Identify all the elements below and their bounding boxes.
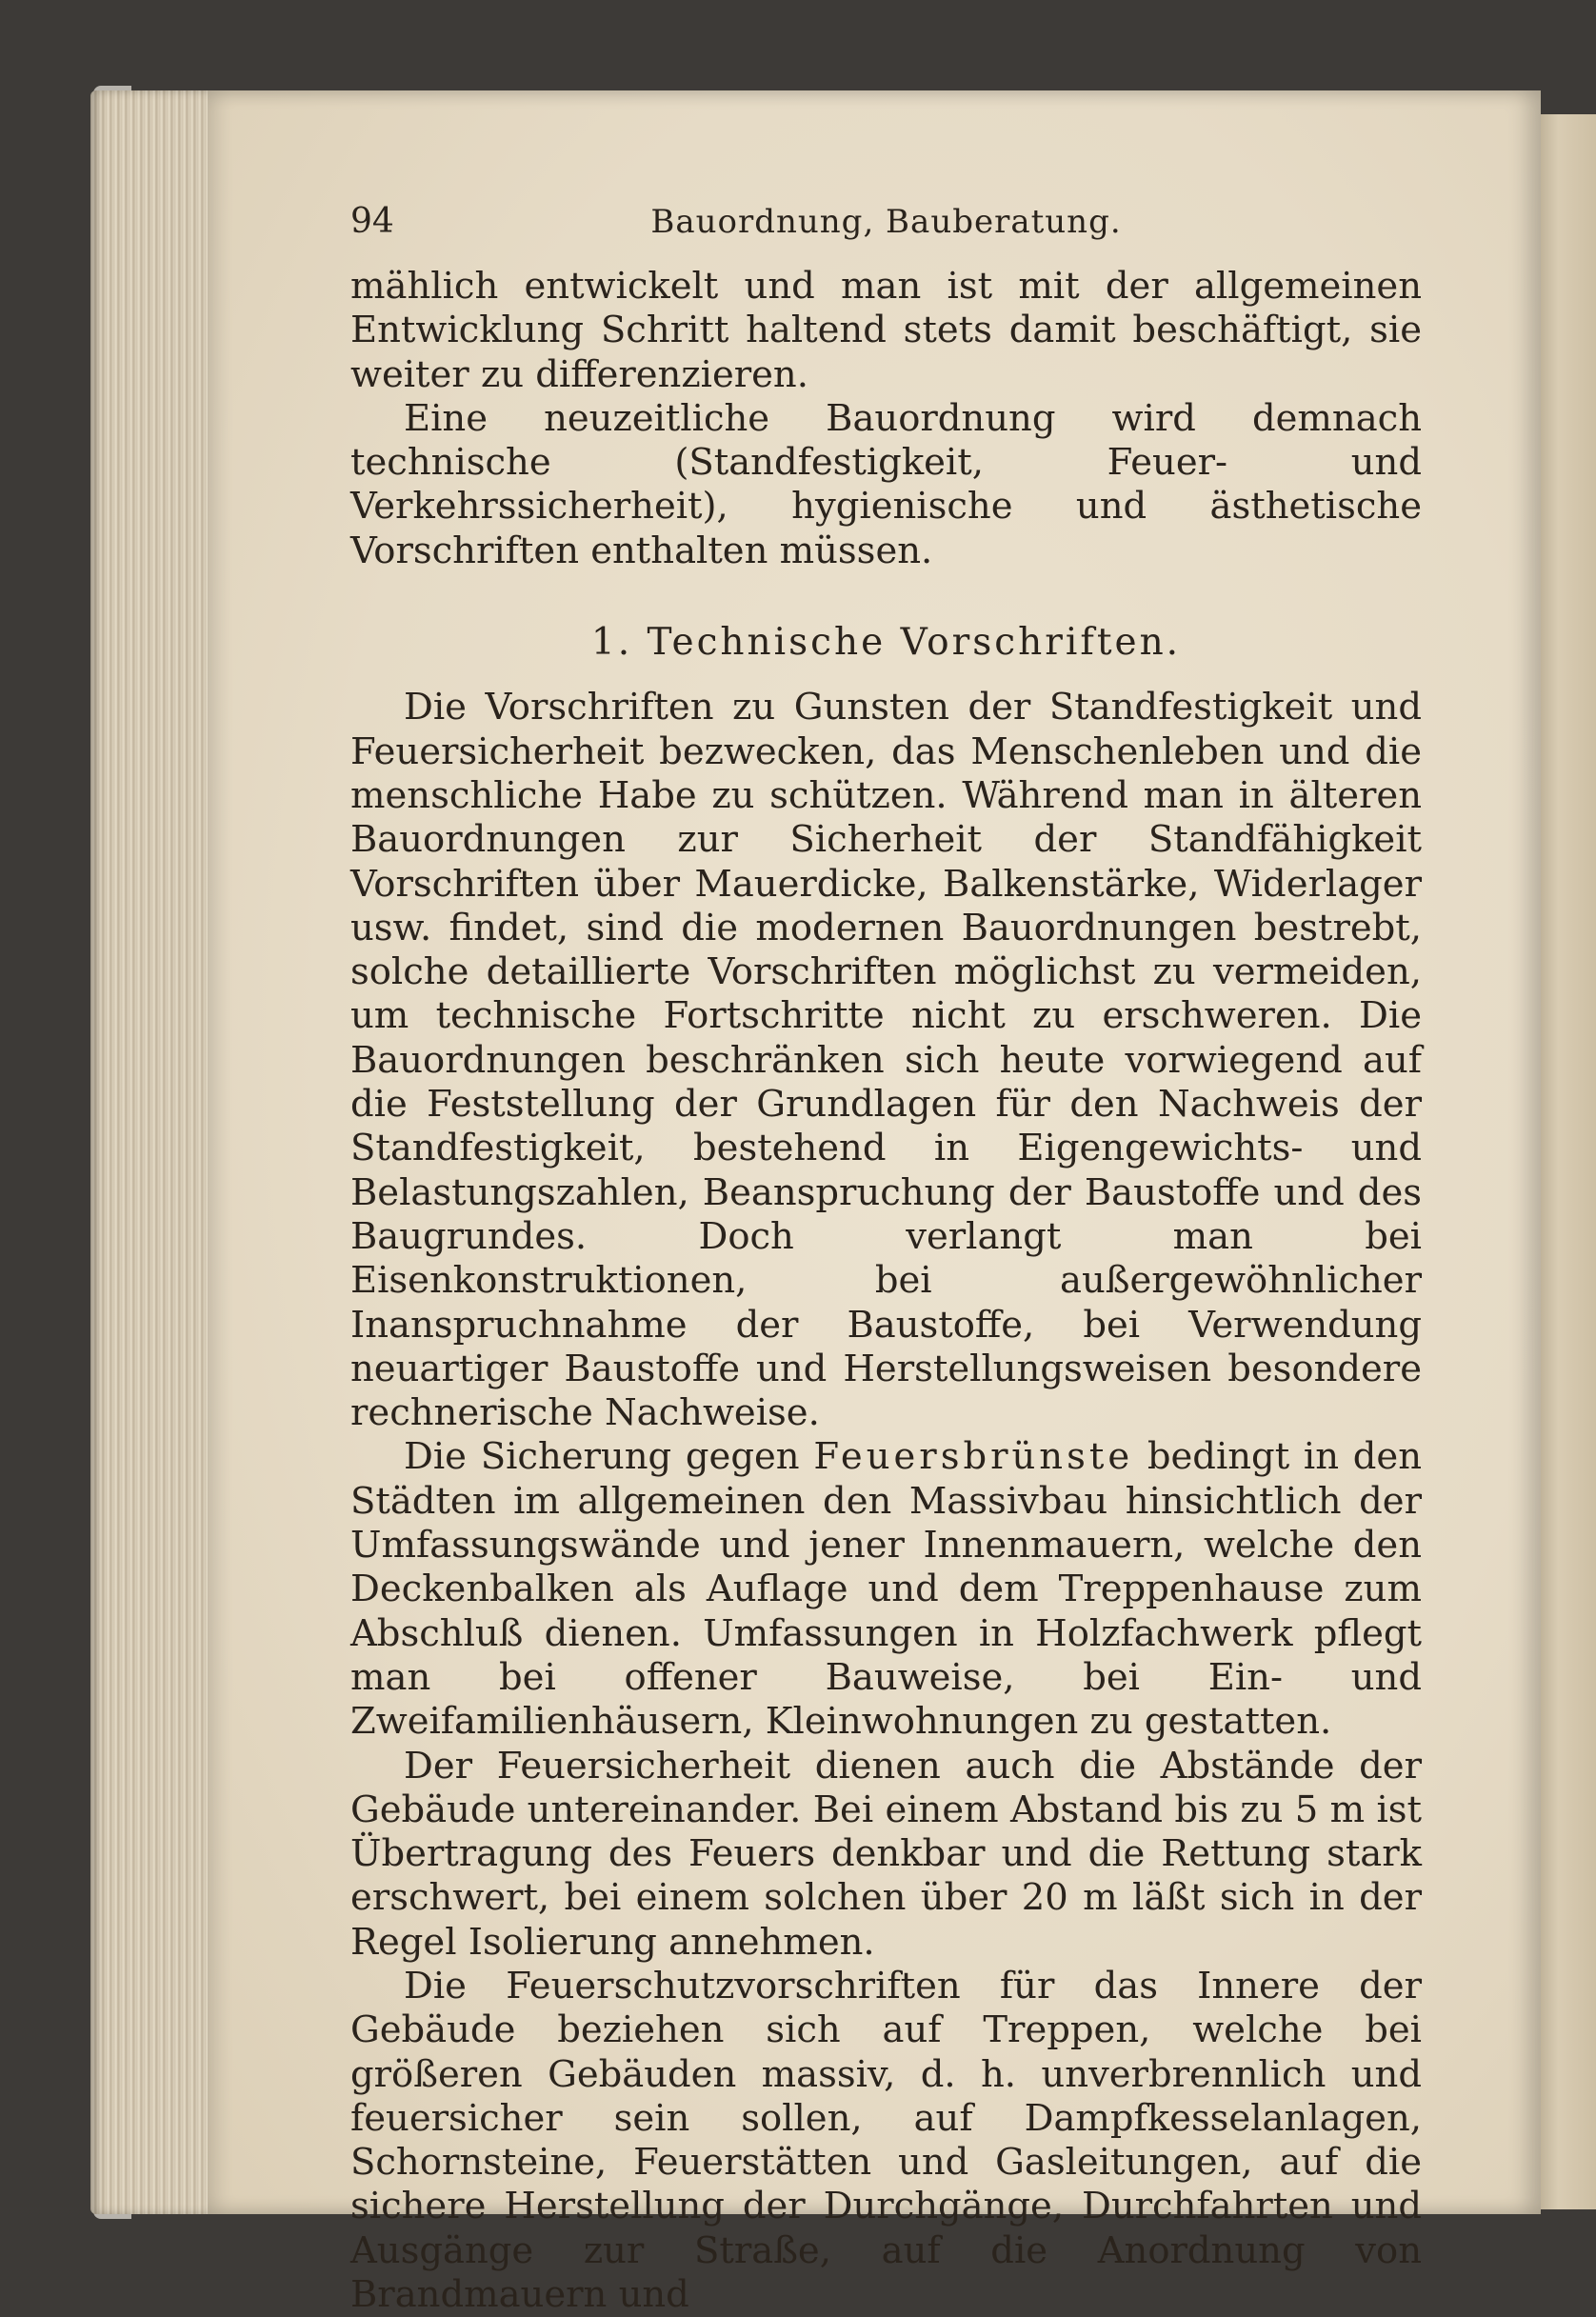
running-head: Bauordnung, Bauberatung. [650, 203, 1122, 241]
paragraph: Die Vorschriften zu Gunsten der Standfestigkeit und Feuersicherheit bezwecken, das Menschenleben und die menschliche Habe zu schützen. Während man in älteren Bauordnungen zur Sicherheit der Standfähigkeit Vorschriften über Mauerdicke, Balkenstärke, Widerlager usw. findet, sind die modernen Bauordnungen bestrebt, solche detaillierte Vorschriften möglichst zu vermeiden, um technische Fortschritte nicht zu erschweren. Die Bauordnungen beschränken sich heute vorwiegend auf die Feststellung der Grundlagen für den Nachweis der Standfestigkeit, bestehend in Eigengewichts- und Belastungszahlen, Beanspruchung der Baustoffe und des Baugrundes. Doch verlangt man bei Eisenkonstruktionen, bei außergewöhnlicher Inanspruchnahme der Baustoffe, bei Verwendung neuartiger Baustoffe und Herstellungsweisen besondere rechnerische Nachweise. [350, 686, 1422, 1435]
paragraph: Die Feuerschutzvorschriften für das Innere der Gebäude beziehen sich auf Treppen, welche bei größeren Gebäuden massiv, d. h. unverbrennlich und feuersicher sein sollen, auf Dampfkesselanlagen, Schornsteine, Feuerstätten und Gasleitungen, auf die sichere Herstellung der Durchgänge, Durchfahrten und Ausgänge zur Straße, auf die Anordnung von Brandmauern und [350, 1964, 1422, 2317]
facing-page-edge [1533, 114, 1596, 2209]
paragraph: mählich entwickelt und man ist mit der allgemeinen Entwicklung Schritt haltend stets damit beschäftigt, sie weiter zu differenzieren. [350, 265, 1422, 396]
paragraph: Eine neuzeitliche Bauordnung wird demnach technische (Standfestigkeit, Feuer- und Verkehrssicherheit), hygienische und ästhetische Vorschriften enthalten müssen. [350, 396, 1422, 572]
paragraph-text: bedingt in den Städten im allgemeinen den Massivbau hinsichtlich der Umfassungswände und jener Innenmauern, welche den Deckenbalken als Auflage und dem Treppenhause zum Abschluß dienen. Umfassungen in Holzfachwerk pflegt man bei offener Bauweise, bei Ein- und Zweifamilienhäusern, Kleinwohnungen zu gestatten. [350, 1435, 1422, 1744]
section-heading: 1. Technische Vorschriften. [590, 621, 1182, 665]
paragraph-text: Die Sicherung gegen [404, 1435, 800, 1479]
book-page [208, 90, 1541, 2317]
paragraph [350, 1435, 1422, 1744]
emphasized-term: Feuersbrünste [813, 1435, 1134, 1479]
page-header [350, 200, 1422, 248]
page-edges [90, 90, 219, 2214]
page-number: 94 [350, 202, 394, 241]
paragraph: Der Feuersicherheit dienen auch die Abstände der Gebäude untereinander. Bei einem Abstand bis zu 5 m ist Übertragung des Feuers denkbar und die Rettung stark erschwert, bei einem solchen über 20 m läßt sich in der Regel Isolierung annehmen. [350, 1744, 1422, 1964]
text-block [350, 200, 1422, 2317]
